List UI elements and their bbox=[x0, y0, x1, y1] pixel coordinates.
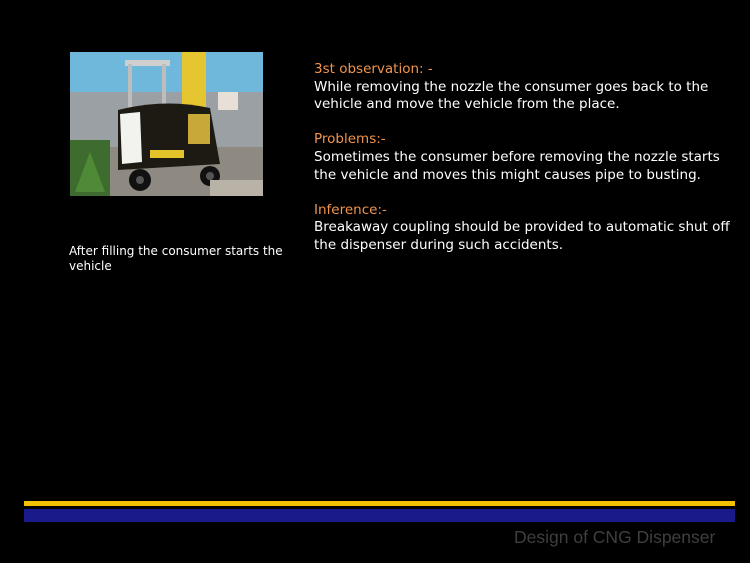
observation-text: While removing the nozzle the consumer goes back to the vehicle and move the vehicle from the place. bbox=[314, 78, 709, 113]
observation-content bbox=[314, 61, 746, 272]
observation-section bbox=[314, 61, 746, 114]
footer-rule-yellow bbox=[24, 501, 735, 506]
problems-section bbox=[314, 131, 746, 184]
problems-text: Sometimes the consumer before removing the nozzle starts the vehicle and moves this might causes pipe to busting. bbox=[314, 148, 720, 183]
footer-rule-blue bbox=[24, 509, 735, 522]
photo-caption: After filling the consumer starts the vehicle bbox=[69, 244, 283, 273]
inference-section bbox=[314, 202, 746, 255]
inference-text: Breakaway coupling should be provided to automatic shut off the dispenser during such accidents. bbox=[314, 219, 730, 253]
auto-rickshaw-photo bbox=[70, 52, 263, 196]
observation-heading: 3st observation: - bbox=[314, 61, 433, 77]
inference-heading: Inference:- bbox=[314, 201, 387, 218]
problems-heading: Problems:- bbox=[314, 131, 386, 148]
footer-title: Design of CNG Dispenser bbox=[514, 527, 716, 547]
